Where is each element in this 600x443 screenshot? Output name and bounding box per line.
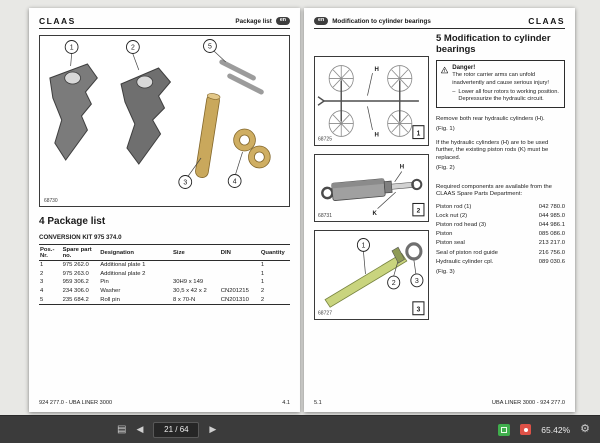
conversion-kit-title: CONVERSION KIT 975 374.0 <box>39 234 122 241</box>
chapter-title: Modification to cylinder bearings <box>332 17 431 25</box>
callout-4: 4 <box>232 178 237 186</box>
danger-title: Danger! <box>452 64 476 72</box>
rake-top-view-drawing <box>315 57 428 145</box>
table-row: 3 959 306.2 Pin 30H9 x 149 1 <box>40 279 265 286</box>
snapshot-icon[interactable] <box>498 424 510 436</box>
figure-number-badge: 1 <box>416 130 421 138</box>
label-h-lower: H <box>374 131 379 139</box>
page-header <box>314 16 565 29</box>
list-item: Piston seal 213 217.0 <box>436 240 565 247</box>
figure-number-badge: 2 <box>416 207 421 215</box>
danger-bullet <box>452 89 560 104</box>
footer-page-number: 4.1 <box>282 400 290 406</box>
pin-drawing <box>195 93 221 179</box>
additional-plate-2-drawing <box>121 68 170 164</box>
col-header: DIN <box>220 245 260 261</box>
list-item: Hydraulic cylinder cpl. 089 030.6 <box>436 258 565 265</box>
section-heading: 5 Modification to cylinder bearings <box>436 33 551 55</box>
figure-1-machine-top-view <box>314 56 429 146</box>
callout-1: 1 <box>361 240 366 250</box>
footer-doc-number: 924 277.0 - UBA LINER 3000 <box>39 400 113 406</box>
table-header-row <box>39 245 290 261</box>
label-h-upper: H <box>374 65 379 74</box>
callout-5: 5 <box>208 43 212 51</box>
page-header <box>39 16 290 29</box>
table-row: 4 234 306.0 Washer 30,5 x 42 x 2 CN201215 2 <box>40 288 265 295</box>
bullet-text: Lower all four rotors to working position. Depressurize the hydraulic circuit. <box>458 89 559 103</box>
page-footer <box>39 400 290 406</box>
col-header: Spare part no. <box>62 245 100 261</box>
figure-reference-number: 68725 <box>318 136 333 143</box>
page-number-input[interactable]: 21 / 64 <box>153 422 199 438</box>
thumbnails-icon[interactable]: ▤ <box>117 423 127 435</box>
rod-head-shape <box>407 244 421 259</box>
figure-2-hydraulic-cylinder <box>314 154 429 222</box>
callout-3: 3 <box>414 275 419 286</box>
callout-2: 2 <box>130 44 135 52</box>
warning-triangle-icon <box>441 64 448 76</box>
figure-number-badge: 3 <box>416 306 421 314</box>
viewer-toolbar <box>0 415 600 443</box>
figure-reference: (Fig. 3) <box>436 268 455 275</box>
label-h: H <box>399 163 405 171</box>
footer-doc-number: UBA LINER 3000 - 924 277.0 <box>491 400 565 406</box>
text-column <box>436 34 565 320</box>
package-parts-drawing <box>40 36 289 206</box>
list-item: Piston rod (1) 042 780.0 <box>436 203 565 210</box>
section-heading: 4 Package list <box>39 216 106 227</box>
toolbar-right-group <box>498 424 590 436</box>
package-list-figure <box>39 35 290 207</box>
table-row: 2 975 263.0 Additional plate 2 1 <box>40 270 265 277</box>
next-page-button[interactable]: ▶ <box>206 423 219 436</box>
piston-rod-drawing <box>315 231 428 319</box>
instruction-paragraph: Remove both rear hydraulic cylinders (H). <box>436 115 545 122</box>
col-header: Quantity <box>260 245 290 261</box>
chapter-title: Package list <box>235 17 272 25</box>
cylinder-body-drawing <box>322 175 422 201</box>
figure-reference-number: 68731 <box>318 212 333 219</box>
page-footer <box>314 400 565 406</box>
figure-reference: (Fig. 1) <box>436 125 455 132</box>
callout-1: 1 <box>69 44 74 52</box>
hydraulic-cylinder-drawing <box>315 155 428 221</box>
figure-reference-number: 68730 <box>43 198 58 205</box>
table-row: 1 975 262.0 Additional plate 1 1 <box>40 262 265 269</box>
roll-pin-drawing <box>222 62 262 92</box>
callout-2: 2 <box>391 277 396 288</box>
footer-page-number: 5.1 <box>314 400 322 406</box>
bullet-dash: – <box>452 89 456 96</box>
parts-intro: Required components are available from the CLAAS Spare Parts Department: <box>436 183 552 198</box>
claas-logo: CLAAS <box>528 16 565 26</box>
col-header: Pos.-Nr. <box>39 245 62 261</box>
document-page-left <box>29 8 300 412</box>
spare-parts-list <box>436 203 565 267</box>
language-badge: en <box>314 17 328 25</box>
list-item: Seal of piston rod guide 216 756.0 <box>436 249 565 256</box>
list-item: Piston 085 086.0 <box>436 231 565 238</box>
additional-plate-1-drawing <box>50 64 97 160</box>
package-list-table <box>39 244 290 305</box>
danger-warning-box <box>436 60 565 108</box>
col-header: Size <box>172 245 220 261</box>
instruction-paragraph: If the hydraulic cylinders (H) are to be used further, the existing piston rods (K) must be replaced. <box>436 139 549 161</box>
claas-logo: CLAAS <box>39 16 76 26</box>
document-page-right <box>304 8 575 412</box>
figure-3-piston-rod <box>314 230 429 320</box>
svg-text:!: ! <box>443 68 446 74</box>
language-badge: en <box>276 17 290 25</box>
figure-reference-number: 68727 <box>318 310 333 317</box>
zoom-level[interactable]: 65.42% <box>541 424 571 435</box>
label-k: K <box>372 209 377 217</box>
record-icon[interactable] <box>520 424 531 435</box>
list-item: Lock nut (2) 044 985.0 <box>436 213 565 220</box>
col-header: Designation <box>99 245 172 261</box>
list-item: Piston rod head (3) 044 986.1 <box>436 222 565 229</box>
settings-gear-icon[interactable]: ⚙ <box>580 423 590 435</box>
danger-body: The rotor carrier arms can unfold inadvertently and cause serious injury! <box>452 72 549 86</box>
figure-reference: (Fig. 2) <box>436 164 455 171</box>
previous-page-button[interactable]: ◀ <box>133 423 146 436</box>
table-row: 5 235 684.2 Roll pin 8 x 70-N CN201310 2 <box>39 295 290 304</box>
callout-3: 3 <box>183 179 188 187</box>
danger-content <box>452 64 560 104</box>
page-body <box>314 34 565 320</box>
figures-column <box>314 34 429 320</box>
